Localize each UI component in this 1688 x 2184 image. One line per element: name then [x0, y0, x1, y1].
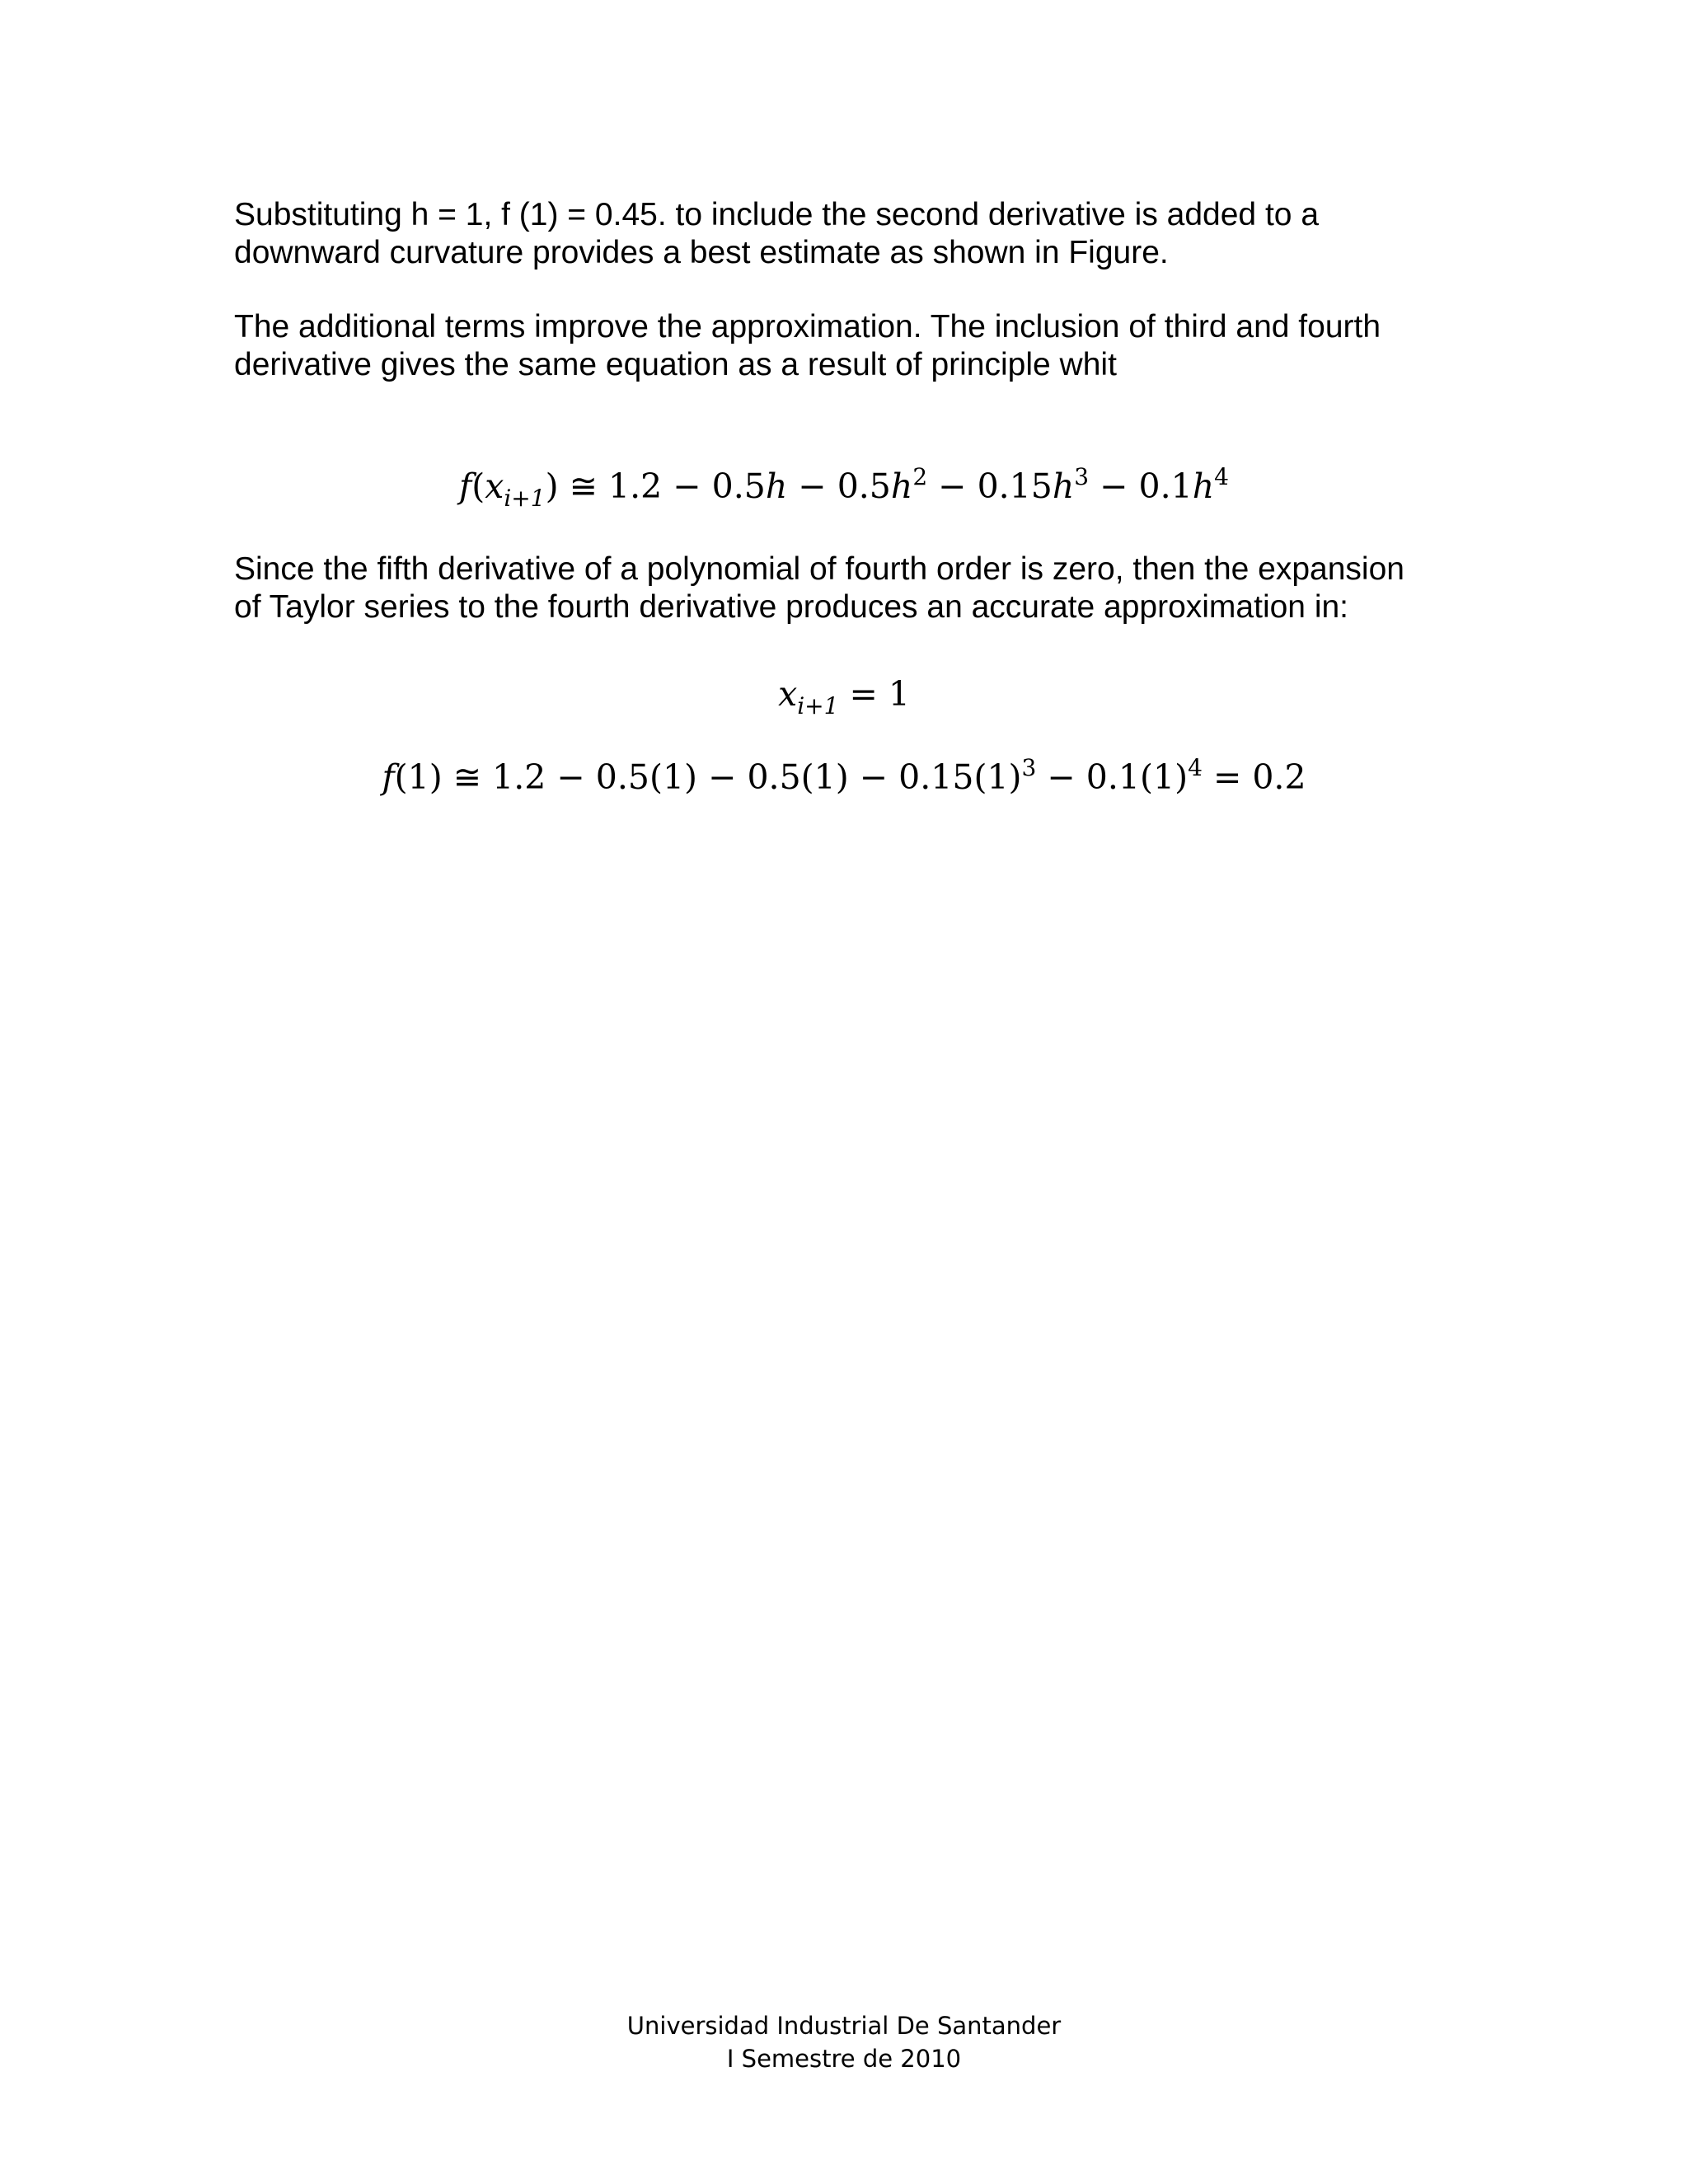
eq-body: − 0.1(1) [1036, 757, 1189, 797]
eq-value: 1 [888, 674, 910, 714]
eq-exponent: 2 [912, 463, 928, 490]
text-line: The additional terms improve the approximation. The inclusion of third and fourth [234, 309, 1381, 344]
eq-approx-sign: ≅ [569, 466, 598, 506]
eq-coefficient: 0.15 [977, 466, 1053, 506]
eq-symbol: h [890, 466, 913, 506]
footer-semester: I Semestre de 2010 [726, 2045, 962, 2073]
equation-x-value: $x_{i+1} = 1$ [778, 674, 910, 719]
eq-result: = 0.2 [1202, 757, 1306, 797]
eq-symbol: f [382, 757, 395, 797]
eq-symbol: h [765, 466, 788, 506]
equation-taylor-polynomial: $f(x_{i+1})$ ≅ $1.2 - 0.5h - 0.5h^2 - 0.15h^3 - 0.1h^4$ [459, 463, 1229, 512]
text-line: derivative gives the same equation as a result of principle whit [234, 347, 1117, 382]
eq-coefficient: 0.1 [1138, 466, 1193, 506]
text-line: downward curvature provides a best estimate as shown in Figure. [234, 235, 1169, 270]
eq-coefficient: 0.5 [711, 466, 766, 506]
eq-argument: (1) [394, 757, 443, 797]
eq-exponent: 3 [1021, 754, 1037, 781]
eq-symbol: h [1192, 466, 1215, 506]
equation-f1-result [0, 752, 1688, 802]
eq-exponent: 4 [1214, 463, 1229, 490]
paragraph-additional-terms [234, 308, 1470, 384]
eq-exponent: 4 [1188, 754, 1203, 781]
text-line: Since the fifth derivative of a polynomial of fourth order is zero, then the expansion [234, 551, 1404, 587]
eq-body: ≅ 1.2 − 0.5(1) − 0.5(1) − 0.15(1) [452, 757, 1022, 797]
text-line: of Taylor series to the fourth derivative produces an accurate approximation in: [234, 589, 1349, 625]
text-line: Substituting h = 1, f (1) = 0.45. to include the second derivative is added to a [234, 197, 1320, 232]
paragraph-substitution [234, 196, 1470, 272]
eq-subscript: i+1 [797, 692, 839, 719]
eq-symbol: f [459, 466, 472, 506]
footer-university: Universidad Industrial De Santander [626, 2012, 1062, 2040]
eq-symbol: x [485, 466, 504, 506]
eq-symbol: x [778, 674, 798, 714]
eq-subscript: i+1 [504, 485, 546, 512]
eq-coefficient: 0.5 [837, 466, 891, 506]
paragraph-fifth-derivative [234, 551, 1470, 626]
eq-constant: 1.2 [608, 466, 663, 506]
eq-exponent: 3 [1074, 463, 1090, 490]
eq-symbol: h [1052, 466, 1075, 506]
